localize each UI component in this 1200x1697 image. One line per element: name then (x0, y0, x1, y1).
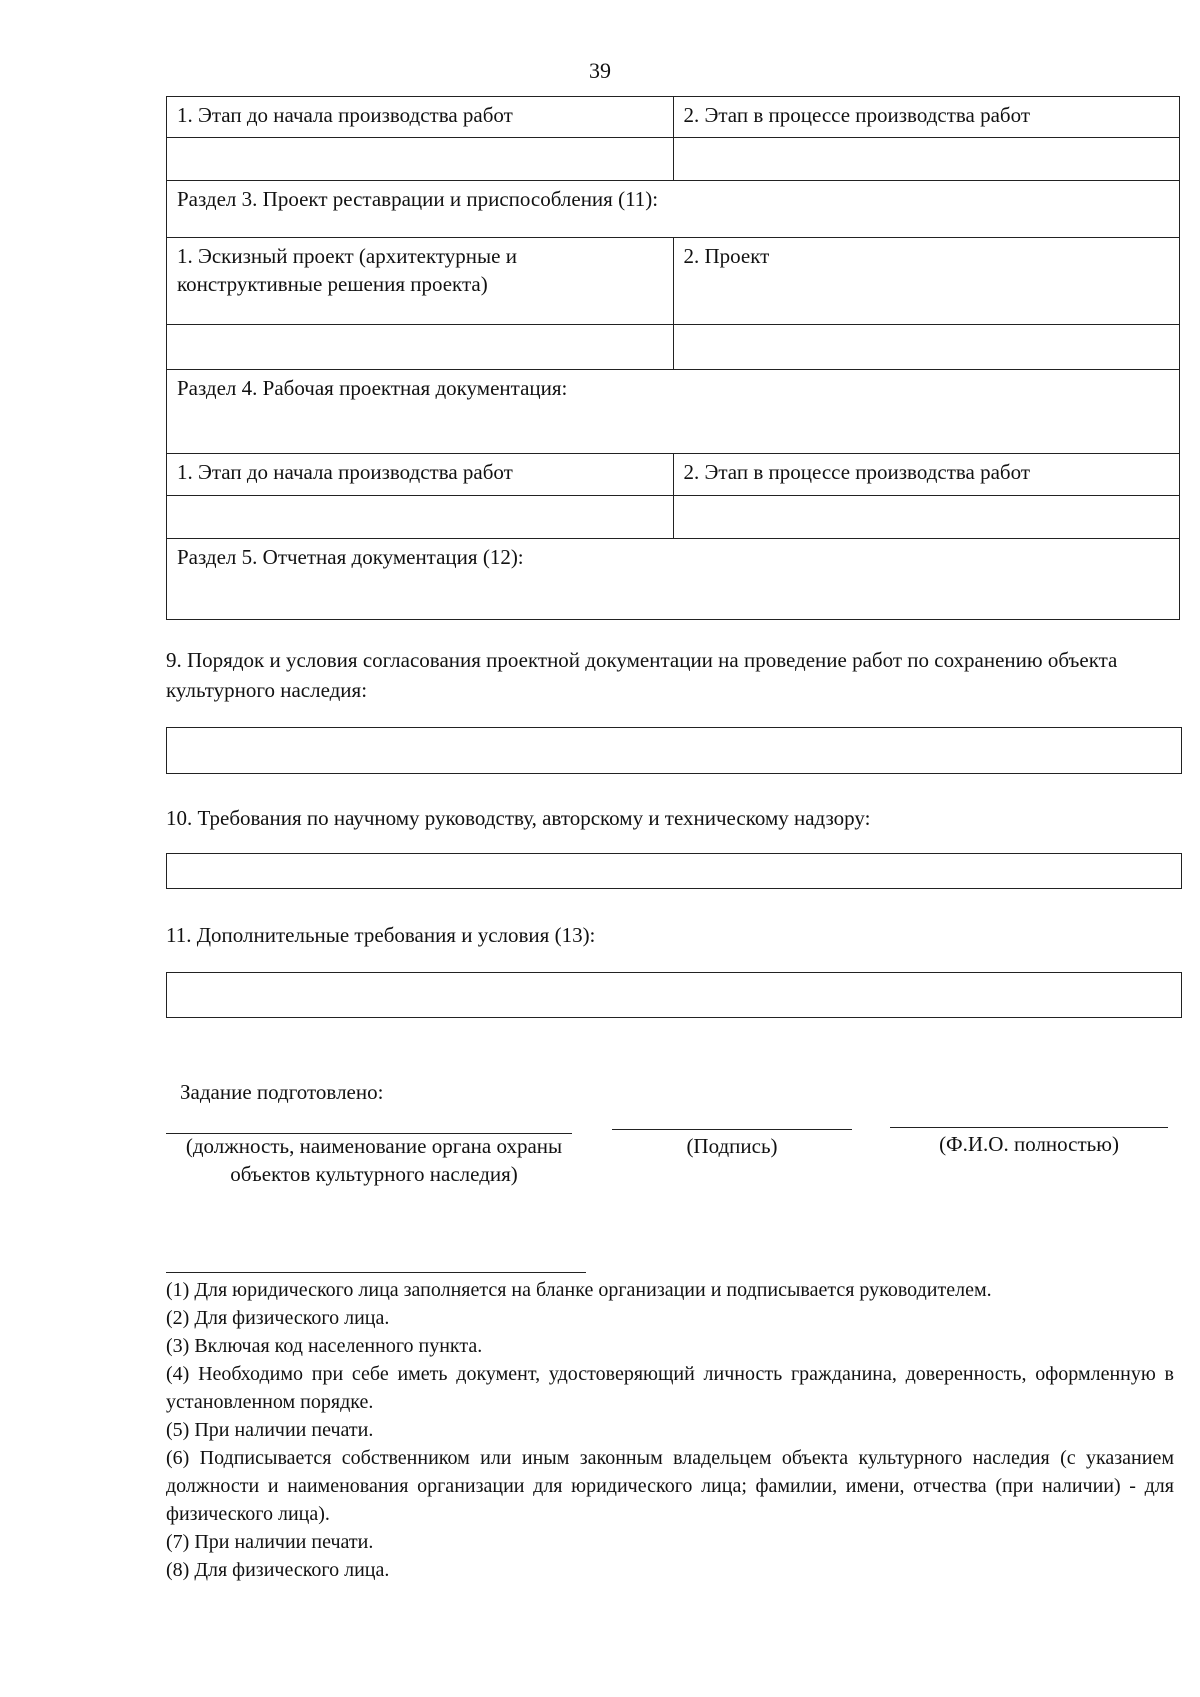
footnote-separator (166, 1272, 586, 1273)
stage-during-work-cell: 2. Этап в процессе производства работ (673, 97, 1180, 138)
signature-intro: Задание подготовлено: (180, 1080, 384, 1104)
stage-during-work-value[interactable] (673, 138, 1180, 181)
footnote-8: (8) Для физического лица. (166, 1559, 390, 1581)
name-line[interactable] (890, 1127, 1168, 1128)
page-number: 39 (589, 58, 611, 83)
section-3-heading: Раздел 3. Проект реставрации и приспособления (11): (167, 181, 1180, 238)
footnote-2: (2) Для физического лица. (166, 1307, 390, 1329)
footnotes (166, 1276, 1174, 1584)
stage-before-work-cell: 1. Этап до начала производства работ (167, 97, 674, 138)
sketch-project-cell: 1. Эскизный проект (архитектурные и конструктивные решения проекта) (167, 238, 674, 325)
footnote-4: (4) Необходимо при себе иметь документ, удостоверяющий личность гражданина, доверенность, оформленную в установленном порядке. (166, 1363, 1174, 1413)
question-10-label: 10. Требования по научному руководству, авторскому и техническому надзору: (166, 806, 871, 830)
stage-before-work-value[interactable] (167, 138, 674, 181)
working-stage-during-value[interactable] (673, 496, 1180, 539)
footnote-1: (1) Для юридического лица заполняется на бланке организации и подписывается руководителем. (166, 1279, 992, 1301)
footnote-3: (3) Включая код населенного пункта. (166, 1335, 483, 1357)
question-11-field[interactable] (166, 972, 1182, 1018)
footnote-5: (5) При наличии печати. (166, 1419, 374, 1441)
project-sections-table (166, 96, 1180, 620)
sketch-project-value[interactable] (167, 325, 674, 370)
working-stage-before-cell: 1. Этап до начала производства работ (167, 454, 674, 496)
project-value[interactable] (673, 325, 1180, 370)
question-11-label: 11. Дополнительные требования и условия (13): (166, 923, 596, 947)
position-label: (должность, наименование органа охраны объектов культурного наследия) (185, 1134, 563, 1186)
section-4-heading: Раздел 4. Рабочая проектная документация: (167, 370, 1180, 454)
footnote-7: (7) При наличии печати. (166, 1531, 374, 1553)
question-9-label: 9. Порядок и условия согласования проектной документации на проведение работ по сохранению объекта культурного наследия: (166, 648, 1118, 702)
project-cell: 2. Проект (673, 238, 1180, 325)
working-stage-during-cell: 2. Этап в процессе производства работ (673, 454, 1180, 496)
signature-label: (Подпись) (686, 1134, 778, 1158)
footnote-6: (6) Подписывается собственником или иным законным владельцем объекта культурного наследия (с указанием должности и наименования организации для юридического лица; фамилии, имени, отчества (при наличии) - для физического лица). (166, 1447, 1174, 1525)
section-5-heading: Раздел 5. Отчетная документация (12): (167, 539, 1180, 620)
signature-line[interactable] (612, 1129, 852, 1130)
name-label: (Ф.И.О. полностью) (939, 1132, 1119, 1156)
question-10-field[interactable] (166, 853, 1182, 889)
working-stage-before-value[interactable] (167, 496, 674, 539)
question-9-field[interactable] (166, 727, 1182, 774)
